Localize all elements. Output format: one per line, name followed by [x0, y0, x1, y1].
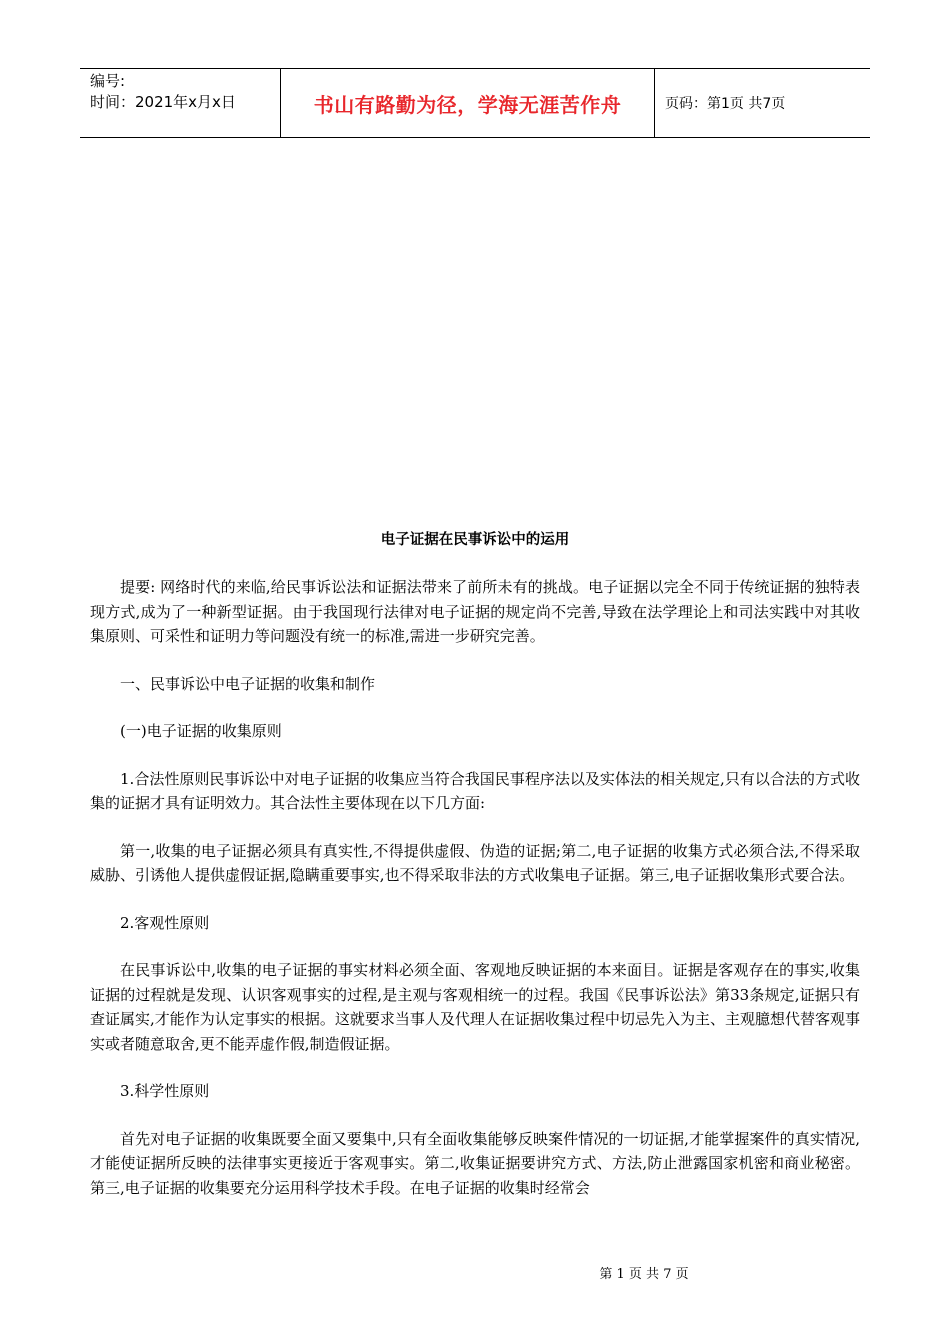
page-header [80, 68, 870, 138]
paragraph: 在民事诉讼中,收集的电子证据的事实材料必须全面、客观地反映证据的本来面目。证据是客观存在的事实,收集证据的过程就是发现、认识客观事实的过程,是主观与客观相统一的过程。我国《民事诉讼法》第33条规定,证据只有查证属实,才能作为认定事实的根据。这就要求当事人及代理人在证据收集过程中切忌先入为主、主观臆想代替客观事实或者随意取舍,更不能弄虚作假,制造假证据。 [90, 961, 860, 1053]
document-title: 电子证据在民事诉讼中的运用 [380, 532, 570, 548]
document-body [90, 528, 860, 1223]
subsection-heading: 3.科学性原则 [120, 1082, 210, 1100]
number-label: 编号: [90, 72, 126, 90]
subsection-heading: 2.客观性原则 [120, 913, 210, 932]
page-footer: 第 1 页 共 7 页 [599, 1267, 689, 1282]
paragraph: 1.合法性原则民事诉讼中对电子证据的收集应当符合我国民事程序法以及实体法的相关规定,只有以合法的方式收集的证据才具有证明效力。其合法性主要体现在以下几方面: [90, 769, 860, 812]
paragraph: 第一,收集的电子证据必须具有真实性,不得提供虚假、伪造的证据;第二,电子证据的收集方式必须合法,不得采取威胁、引诱他人提供虚假证据,隐瞒重要事实,也不得采取非法的方式收集电子证据。第三,电子证据收集形式要合法。 [90, 841, 860, 884]
header-motto: 书山有路勤为径，学海无涯苦作舟 [280, 69, 655, 137]
header-meta [80, 69, 280, 137]
paragraph: 首先对电子证据的收集既要全面又要集中,只有全面收集能够反映案件情况的一切证据,才能掌握案件的真实情况,才能使证据所反映的法律事实更接近于客观事实。第二,收集证据要讲究方式、方法,防止泄露国家机密和商业秘密。第三,电子证据的收集要充分运用科学技术手段。在电子证据的收集时经常会 [90, 1129, 860, 1197]
subsection-heading: (一)电子证据的收集原则 [120, 722, 282, 740]
paragraph: 提要: 网络时代的来临,给民事诉讼法和证据法带来了前所未有的挑战。电子证据以完全不同于传统证据的独特表现方式,成为了一种新型证据。由于我国现行法律对电子证据的规定尚不完善,导致在法学理论上和司法实践中对其收集原则、可采性和证明力等问题没有统一的标准,需进一步研究完善。 [90, 578, 860, 645]
time-label: 时间：2021年x月x日 [90, 93, 236, 111]
section-heading: 一、民事诉讼中电子证据的收集和制作 [120, 674, 376, 693]
header-page-info: 页码：第1页 共7页 [665, 96, 786, 112]
